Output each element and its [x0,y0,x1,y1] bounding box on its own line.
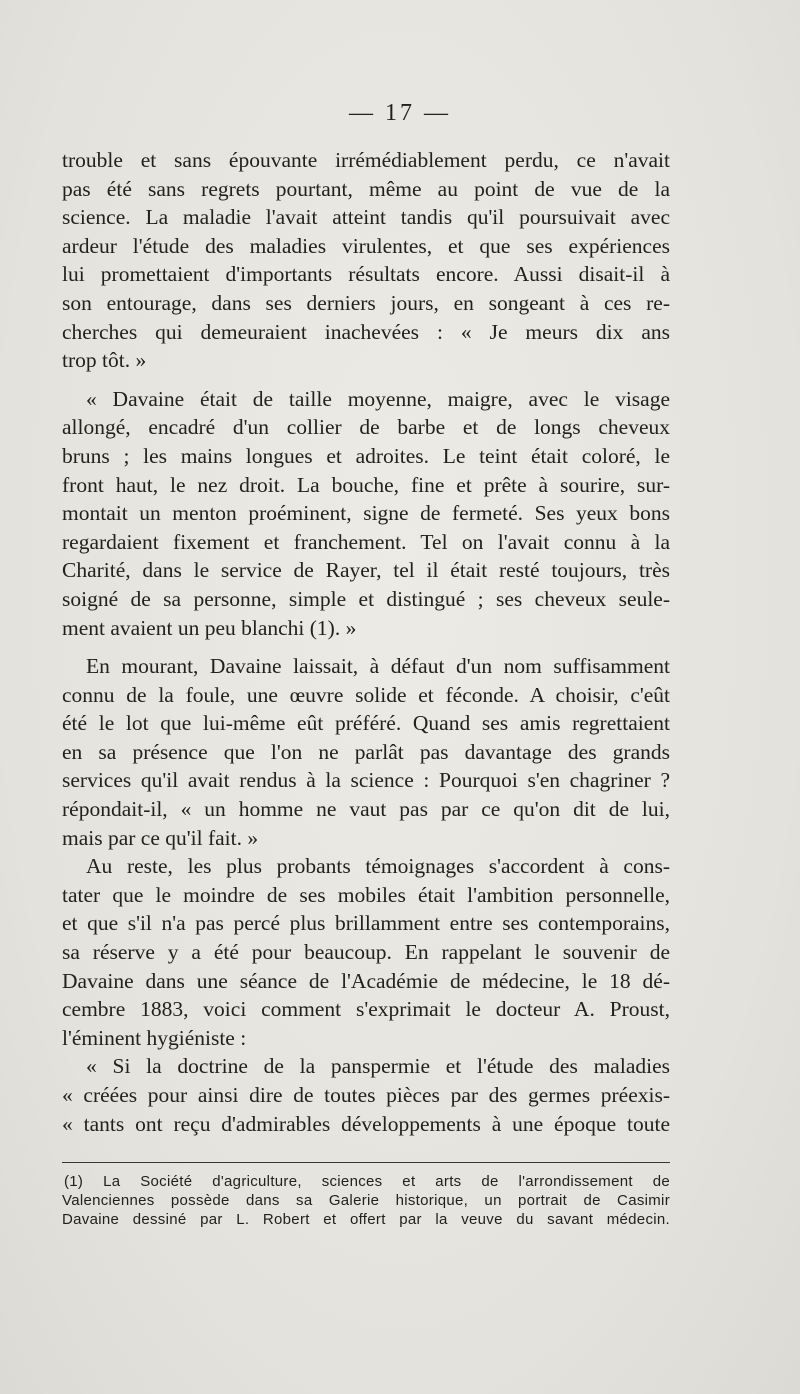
body-text [62,146,670,1138]
text-line: Au reste, les plus probants témoignages s'accordent à cons- [86,854,670,879]
text-line: ardeur l'étude des maladies virulentes, et que ses expériences [62,233,670,258]
text-line: mais par ce qu'il fait. » [62,825,259,850]
text-line: montait un menton proéminent, signe de fermeté. Ses yeux bons [62,501,670,526]
footnote-line: Valenciennes possède dans sa Galerie historique, un portrait de Casimir [62,1192,670,1209]
text-line: et que s'il n'a pas percé plus brillamment entre ses contemporains, [62,911,670,936]
text-line: « créées pour ainsi dire de toutes pièces par des germes préexis- [62,1083,670,1107]
text-line: front haut, le nez droit. La bouche, fine et prête à sourire, sur- [62,472,670,497]
text-line: « Davaine était de taille moyenne, maigre, avec le visage [86,386,670,411]
text-line: son entourage, dans ses derniers jours, en songeant à ces re- [62,290,670,315]
text-line: « tants ont reçu d'admirables développements à une époque toute [62,1111,670,1136]
footnote [62,1172,670,1229]
footnote-line: Davaine dessiné par L. Robert et offert par la veuve du savant médecin. [62,1211,670,1228]
text-line: Charité, dans le service de Rayer, tel il était resté toujours, très [62,558,670,583]
paragraph-4 [62,852,670,1052]
text-line: allongé, encadré d'un collier de barbe et de longs cheveux [62,415,670,440]
text-line: soigné de sa personne, simple et distingué ; ses cheveux seule- [62,586,670,611]
paragraph-gap [62,642,670,652]
text-line: trouble et sans épouvante irrémédiablement perdu, ce n'avait [62,148,670,172]
text-line: été le lot que lui-même eût préféré. Quand ses amis regrettaient [62,711,670,736]
text-line: Davaine dans une séance de l'Académie de médecine, le 18 dé- [62,968,670,993]
footnote-divider [62,1162,670,1163]
paragraph-1 [62,146,670,375]
text-line: trop tôt. » [62,348,147,373]
paragraph-5-quote [62,1052,670,1138]
text-line: ment avaient un peu blanchi (1). » [62,615,357,640]
text-line: pas été sans regrets pourtant, même au point de vue de la [62,176,670,201]
text-line: « Si la doctrine de la panspermie et l'étude des maladies [86,1054,670,1079]
text-line: regardaient fixement et franchement. Tel on l'avait connu à la [62,529,670,554]
footnote-line: (1) La Société d'agriculture, sciences et arts de l'arrondissement de [64,1173,670,1190]
paragraph-2 [62,385,670,642]
page-number: — 17 — [349,100,451,126]
text-line: sa réserve y a été pour beaucoup. En rappelant le souvenir de [62,940,670,965]
text-line: En mourant, Davaine laissait, à défaut d'un nom suffisamment [86,654,670,679]
text-line: connu de la foule, une œuvre solide et féconde. A choisir, c'eût [62,682,670,707]
text-line: cherches qui demeuraient inachevées : « Je meurs dix ans [62,319,670,344]
text-line: bruns ; les mains longues et adroites. Le teint était coloré, le [62,443,670,468]
text-line: l'éminent hygiéniste : [62,1025,247,1050]
text-line: lui promettaient d'importants résultats encore. Aussi disait-il à [62,262,670,287]
text-line: science. La maladie l'avait atteint tandis qu'il poursuivait avec [62,205,670,230]
text-line: tater que le moindre de ses mobiles était l'ambition personnelle, [62,882,670,907]
text-line: répondait-il, « un homme ne vaut pas par ce qu'on dit de lui, [62,797,670,822]
text-line: cembre 1883, voici comment s'exprimait le docteur A. Proust, [62,997,670,1022]
text-line: en sa présence que l'on ne parlât pas davantage des grands [62,739,670,764]
paragraph-gap [62,375,670,385]
paragraph-3 [62,652,670,852]
text-line: services qu'il avait rendus à la science : Pourquoi s'en chagriner ? [62,768,670,793]
